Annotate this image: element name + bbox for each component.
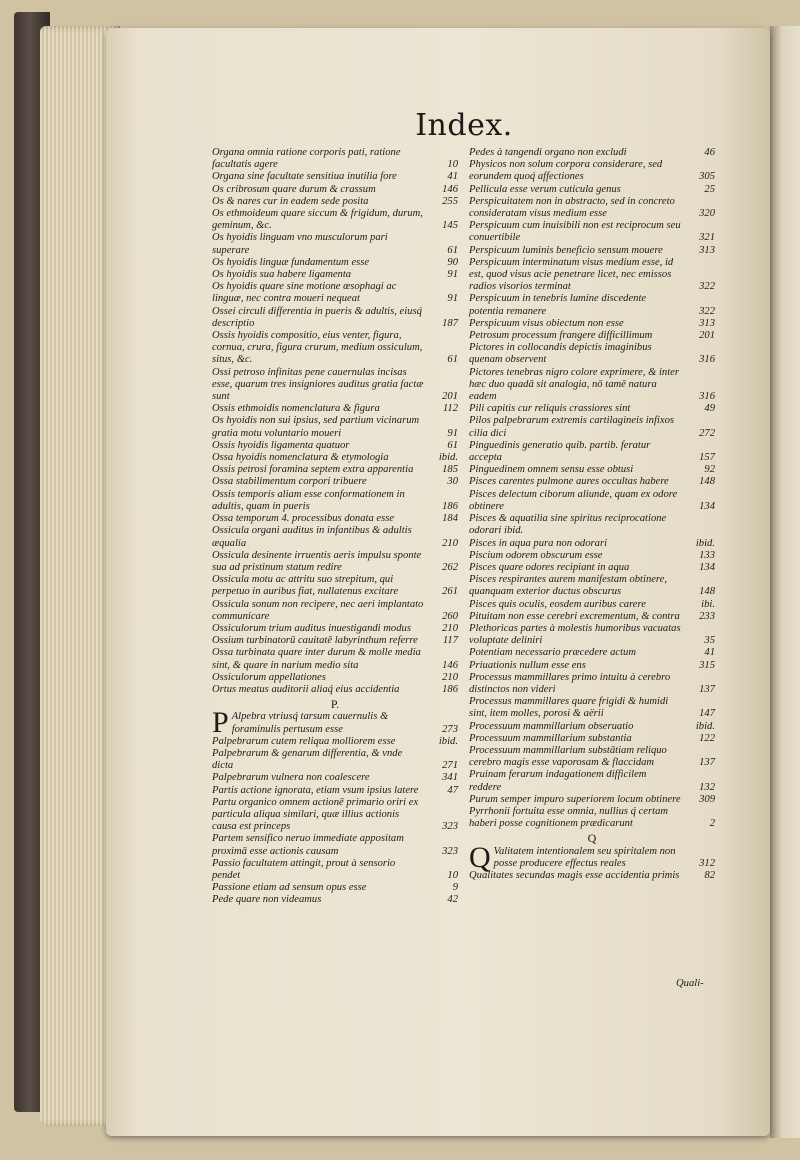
entry-text: Os hyoidis non sui ipsius, sed partium vicinarum gratia motu voluntario moueri	[212, 415, 420, 439]
index-entry	[469, 330, 715, 342]
entry-text: Organa sine facultate sensitiua inutilia fore	[212, 171, 397, 183]
page-number: 210	[442, 537, 458, 549]
entry-text: Pisces quare odores recipiant in aqua	[469, 561, 630, 573]
entry-text: Perspicuum interminatum visus medium esse, id est, quod visus acie penetrare licet, nec emissos radios visorios terminat	[469, 256, 674, 293]
index-entry	[212, 525, 458, 549]
entry-text: Ossa stabilimentum corpori tribuere	[212, 476, 367, 488]
entry-text: Pruinam ferarum indagationem difficilem reddere	[469, 769, 647, 793]
page-number: 49	[704, 403, 715, 415]
entry-text: Ossa temporum 4. processibus donata esse	[212, 513, 395, 525]
index-column-left	[212, 147, 458, 907]
entry-text: Processuum mammillarium obseruatio	[469, 720, 634, 732]
index-entry	[212, 748, 458, 772]
index-entry	[212, 833, 458, 857]
page-number: 316	[699, 391, 715, 403]
page-number: 210	[442, 671, 458, 683]
index-entry	[212, 706, 458, 740]
index-entry	[212, 647, 458, 671]
drop-cap: Q	[469, 840, 491, 874]
entry-text: Processuum mammillarium substantia	[469, 732, 632, 744]
entry-text: Palpebrarum cutem reliqua molliorem esse	[212, 735, 396, 747]
entry-text: Purum semper impuro superiorem locum obtinere	[469, 793, 681, 805]
index-entry	[469, 476, 715, 488]
index-entry	[212, 269, 458, 281]
entry-text: Ossicula desinente irruentis aeris impulsu sponte sua ad pristinum statum redire	[212, 549, 422, 573]
entry-text: Ossiculorum trium auditus inuestigandi modus	[212, 622, 411, 634]
page-number: 147	[699, 708, 715, 720]
index-entry	[212, 306, 458, 330]
page-number: 61	[447, 354, 458, 366]
index-entry	[469, 672, 715, 696]
page-number: 10	[447, 159, 458, 171]
page-number: 122	[699, 732, 715, 744]
entry-text: Os & nares cur in eadem sede posita	[212, 195, 369, 207]
index-entry	[212, 208, 458, 232]
entry-text: Pili capitis cur reliquis crassiores sint	[469, 403, 631, 415]
index-entry	[212, 171, 458, 183]
entry-text: Ossium turbinatorū cauitatē labyrinthum referre	[212, 635, 418, 647]
index-entry	[469, 599, 715, 611]
index-entry	[469, 403, 715, 415]
entry-text: Perspicuum visus obiectum non esse	[469, 317, 624, 329]
index-entry	[212, 858, 458, 882]
entry-text: Ossa turbinata quare inter durum & molle media sint, & quare in narium medio sita	[212, 647, 421, 671]
index-entry	[469, 257, 715, 294]
entry-text: Passio facultatem attingit, prout à sensorio pendet	[212, 857, 396, 881]
entry-text: Organa omnia ratione corporis pati, ratione facultatis agere	[212, 147, 401, 171]
index-entry	[212, 415, 458, 439]
entry-text: Pictores in collocandis depictis imaginibus quenam observent	[469, 342, 652, 366]
page-number: 9	[452, 882, 458, 894]
entry-text: Pisces delectum ciborum aliunde, quam ex odore obtinere	[469, 488, 678, 512]
page-number: 41	[447, 171, 458, 183]
drop-cap: P	[212, 706, 229, 740]
entry-text: Pedes à tangendi organo non excludi	[469, 147, 627, 158]
index-entry	[212, 797, 458, 834]
page-number: 187	[442, 317, 458, 329]
entry-text: Pisces in aqua pura non odorari	[469, 537, 608, 549]
entry-text: Palpebrarum vulnera non coalescere	[212, 772, 370, 784]
page-number: 185	[442, 464, 458, 476]
entry-text: Ossicula motu ac attritu suo strepitum, qui perpetuo in auribus fiat, nullatenus excitare	[212, 574, 399, 598]
section-letter: Q	[587, 831, 597, 846]
page-number: 2	[709, 818, 715, 830]
page-number: 148	[699, 586, 715, 598]
entry-text: Priuationis nullum esse ens	[469, 659, 586, 671]
page-number: 46	[704, 147, 715, 158]
page-number: 82	[704, 869, 715, 881]
page-number: 186	[442, 683, 458, 695]
page-number: 90	[447, 256, 458, 268]
entry-text: Qualitates secundas magis esse accidentia primis	[469, 869, 680, 881]
index-entry	[469, 342, 715, 366]
page-number: 210	[442, 622, 458, 634]
entry-text: Processuum mammillarium substātiam reliquo cerebro magis esse vaporosam & flaccidam	[469, 744, 667, 769]
index-entry	[469, 806, 715, 830]
entry-text: Valitatem intentionalem seu spiritalem non posse producere effectus reales	[493, 845, 676, 869]
index-entry	[469, 696, 715, 720]
index-entry	[469, 870, 715, 882]
index-entry	[469, 184, 715, 196]
facing-page-edge	[770, 26, 800, 1138]
page-number: 321	[699, 232, 715, 244]
page-number: 61	[447, 439, 458, 451]
index-entry	[469, 550, 715, 562]
entry-text: Ossicula organi auditus in infantibus & adultis æqualia	[212, 525, 412, 549]
entry-text: Palpebrarum & genarum differentia, & vnde dicta	[212, 747, 403, 772]
page-number: 47	[447, 784, 458, 796]
index-entry	[469, 647, 715, 659]
page-number: 133	[699, 549, 715, 561]
index-entry	[212, 452, 458, 464]
page-number: 201	[442, 391, 458, 403]
entry-text: Ossiculorum appellationes	[212, 671, 326, 683]
index-entry	[212, 736, 458, 748]
page-number: 309	[699, 793, 715, 805]
entry-text: Os hyoidis linguam vno musculorum pari superare	[212, 232, 388, 256]
entry-text: Pisces quis oculis, eosdem auribus carere	[469, 598, 646, 610]
index-entry	[469, 538, 715, 550]
entry-text: Processus mammillares primo intuitu à cerebro distinctos non videri	[469, 671, 671, 695]
index-entry	[469, 611, 715, 623]
page-number: 61	[447, 244, 458, 256]
entry-text: Processus mammillares quare frigidi & humidi sint, item molles, porosi & aërii	[469, 696, 669, 720]
index-entry	[212, 184, 458, 196]
page-number: 137	[699, 683, 715, 695]
page-number: 10	[447, 869, 458, 881]
page-number: 186	[442, 500, 458, 512]
entry-text: Os hyoidis quare sine motione œsophagi ac linguæ, nec contra moueri nequeat	[212, 281, 397, 305]
page-number: 146	[442, 183, 458, 195]
entry-text: Ossicula sonum non recipere, nec aeri implantato communicare	[212, 598, 424, 622]
page-number: ibid.	[695, 720, 715, 732]
index-entry	[469, 245, 715, 257]
page-number: 157	[699, 452, 715, 464]
index-entry	[469, 415, 715, 439]
index-entry	[212, 894, 458, 906]
page-number: 35	[704, 635, 715, 647]
entry-text: Ossei circuli differentia in pueris & adultis, eiusq́ descriptio	[212, 305, 422, 329]
entry-text: Os ethmoideum quare siccum & frigidum, durum, geminum, &c.	[212, 208, 423, 232]
page-number: 323	[442, 821, 458, 833]
index-entry	[469, 721, 715, 733]
page-number: 134	[699, 561, 715, 573]
index-entry	[469, 147, 715, 159]
entry-text: Os cribrosum quare durum & crassum	[212, 183, 376, 195]
page-number: ibid.	[695, 537, 715, 549]
index-entry	[212, 489, 458, 513]
index-entry	[212, 574, 458, 598]
index-entry	[212, 772, 458, 784]
index-entry	[469, 196, 715, 220]
page-number: 320	[699, 208, 715, 220]
page-number: 312	[699, 857, 715, 869]
index-entry	[469, 769, 715, 793]
entry-text: Os hyoidis sua habere ligamenta	[212, 269, 352, 281]
index-entry	[212, 684, 458, 696]
entry-text: Pellicula esse verum cuticula genus	[469, 183, 621, 195]
index-entry	[469, 840, 715, 874]
entry-text: Ossis hyoidis ligamenta quatuor	[212, 439, 350, 451]
page-number: 322	[699, 305, 715, 317]
page-number: 315	[699, 659, 715, 671]
entry-text: Pilos palpebrarum extremis cartilagineis infixos cilia dici	[469, 415, 674, 439]
index-entry	[212, 882, 458, 894]
page-number: 323	[442, 845, 458, 857]
index-entry	[469, 159, 715, 183]
entry-text: Os hyoidis linguæ fundamentum esse	[212, 256, 370, 268]
page-number: 316	[699, 354, 715, 366]
page-number: 117	[442, 635, 458, 647]
index-entry	[212, 476, 458, 488]
index-entry	[469, 733, 715, 745]
index-entry	[469, 660, 715, 672]
page-number: ibi.	[701, 598, 715, 610]
entry-text: Pictores tenebras nigro colore exprimere, & inter hæc duo quadā sit analogia, nō tamē natura eadem	[469, 366, 679, 403]
page-number: 322	[699, 281, 715, 293]
index-entry	[212, 257, 458, 269]
index-entry	[469, 464, 715, 476]
entry-text: Partu organico omnem actionē primario oriri ex particula aliqua similari, quæ illius actionis causa est princeps	[212, 796, 419, 833]
page-number: 313	[699, 244, 715, 256]
index-entry	[469, 489, 715, 513]
page-number: 261	[442, 586, 458, 598]
entry-text: Pyrrhonii fortuita esse omnia, nullius q́ certam haberi posse cognitionem prædicarunt	[469, 805, 669, 830]
entry-text: Pede quare non videamus	[212, 894, 322, 906]
section-letter: P.	[330, 697, 340, 712]
page-number: 201	[699, 330, 715, 342]
page-number: 91	[447, 427, 458, 439]
index-entry	[469, 513, 715, 537]
page-number: 233	[699, 610, 715, 622]
entry-text: Alpebra vtriusq́ tarsum cauernulis & foraminulis pertusum esse	[231, 711, 389, 735]
entry-text: Pisces & aquatilia sine spiritus reciprocatione odorari ibid.	[469, 513, 667, 537]
page-number: 91	[447, 293, 458, 305]
entry-text: Partem sensifico neruo immediate appositam proximā esse actionis causam	[212, 833, 404, 857]
index-entry	[212, 232, 458, 256]
index-entry	[212, 513, 458, 525]
page-number: 313	[699, 317, 715, 329]
page-number: 42	[447, 894, 458, 906]
index-entry	[212, 785, 458, 797]
index-entry	[212, 147, 458, 171]
index-entry	[469, 367, 715, 404]
page-number: 148	[699, 476, 715, 488]
index-entry	[212, 672, 458, 684]
entry-text: Perspicuum luminis beneficio sensum mouere	[469, 244, 663, 256]
index-entry	[469, 745, 715, 769]
entry-text: Pinguedinis generatio quib. partib. feratur accepta	[469, 439, 651, 464]
entry-text: Ossis ethmoidis nomenclatura & figura	[212, 403, 380, 415]
entry-text: Pinguedinem omnem sensu esse obtusi	[469, 464, 634, 476]
entry-text: Ossa hyoidis nomenclatura & etymologia	[212, 452, 389, 464]
index-entry	[469, 562, 715, 574]
entry-text: Ossis petrosi foramina septem extra apparentia	[212, 464, 414, 476]
page-number: 341	[442, 772, 458, 784]
page-number: 184	[442, 513, 458, 525]
entry-text: Perspicuum cum inuisibili non est reciprocum seu conuertibile	[469, 220, 681, 244]
entry-text: Perspicuum in tenebris lumine discedente potentia remanere	[469, 293, 647, 317]
entry-text: Ortus meatus auditorii aliaq́ eius accidentia	[212, 683, 400, 695]
index-entry	[469, 623, 715, 647]
entry-text: Physicos non solum corpora considerare, sed eorundem quoq́ affectiones	[469, 159, 663, 183]
page-number: 30	[447, 476, 458, 488]
page-title: Index.	[415, 108, 513, 143]
page-number: 271	[442, 760, 458, 772]
entry-text: Passione etiam ad sensum opus esse	[212, 882, 367, 894]
entry-text: Potentiam necessario præcedere actum	[469, 647, 637, 659]
index-entry	[212, 464, 458, 476]
page-number: 25	[704, 183, 715, 195]
page-number: 91	[447, 269, 458, 281]
index-column-right	[469, 147, 715, 882]
entry-text: Pisces respirantes aurem manifestam obtinere, quanquam exterior ductus obscurus	[469, 574, 668, 598]
index-entry	[469, 220, 715, 244]
index-entry	[469, 440, 715, 464]
entry-text: Plethoricas partes à molestis humoribus vacuatas voluptate deliniri	[469, 622, 681, 647]
page-number: 273	[442, 723, 458, 735]
page-number: 305	[699, 171, 715, 183]
page-number: 137	[699, 757, 715, 769]
entry-text: Perspicuitatem non in abstracto, sed in concreto consideratam visus medium esse	[469, 195, 675, 220]
index-entry	[212, 330, 458, 367]
index-entry	[469, 318, 715, 330]
index-entry	[212, 281, 458, 305]
page-number: 272	[699, 427, 715, 439]
entry-text: Ossis hyoidis compositio, eius venter, figura, cornua, crura, figura crurum, medium ossiculum, situs, &c.	[212, 330, 423, 366]
index-entry	[212, 196, 458, 208]
index-entry	[469, 794, 715, 806]
index-entry	[469, 574, 715, 598]
page-number: 112	[442, 403, 458, 415]
index-entry	[212, 440, 458, 452]
page-number: ibid.	[438, 452, 458, 464]
entry-text: Pisces carentes pulmone aures occultas habere	[469, 476, 669, 488]
page-number: 41	[704, 647, 715, 659]
page-number: 132	[699, 781, 715, 793]
index-entry	[212, 550, 458, 574]
entry-text: Pituitam non esse cerebri excrementum, & contra	[469, 610, 680, 622]
page-number: 255	[442, 195, 458, 207]
page-number: 146	[442, 659, 458, 671]
entry-text: Piscium odorem obscurum esse	[469, 549, 603, 561]
index-entry	[212, 367, 458, 404]
index-entry	[212, 599, 458, 623]
index-entry	[212, 403, 458, 415]
entry-text: Ossi petroso infinitas pene cauernulas incisas esse, quarum tres insigniores auditus gratia factæ sunt	[212, 366, 424, 403]
index-entry	[212, 635, 458, 647]
page-number: 262	[442, 561, 458, 573]
page-number: 260	[442, 610, 458, 622]
catchword: Quali-	[676, 978, 704, 989]
page-number: ibid.	[438, 735, 458, 747]
page-number: 92	[704, 464, 715, 476]
entry-text: Petrosum processum frangere difficillimum	[469, 330, 653, 342]
index-entry	[469, 293, 715, 317]
page-number: 145	[442, 220, 458, 232]
entry-text: Partis actione ignorata, etiam vsum ipsius latere	[212, 784, 419, 796]
entry-text: Ossis temporis aliam esse conformationem in adultis, quam in pueris	[212, 488, 405, 512]
page-number: 134	[699, 500, 715, 512]
index-entry	[212, 623, 458, 635]
